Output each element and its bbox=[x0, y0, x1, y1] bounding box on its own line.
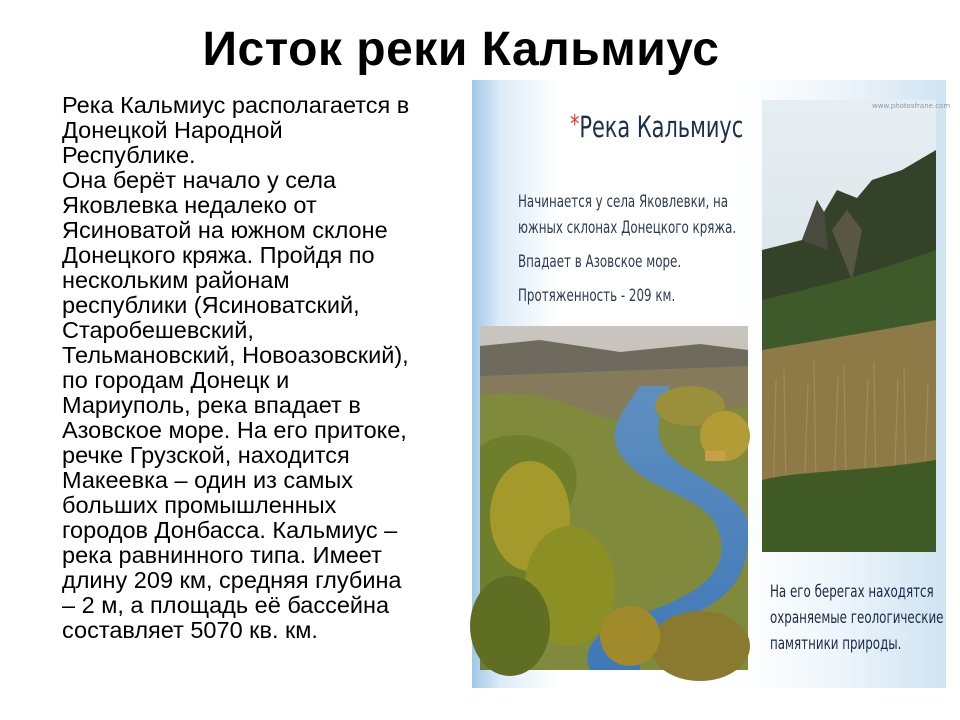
body-line: – 2 м, а площадь её бассейна bbox=[62, 592, 390, 618]
body-line: республики (Ясиноватский, bbox=[62, 292, 360, 318]
body-line: городов Донбасса. Кальмиус – bbox=[62, 517, 398, 543]
panel-title-text: Река Кальмиус bbox=[579, 110, 744, 144]
body-line: Она берёт начало у села bbox=[62, 167, 337, 193]
body-line: Донецкой Народной bbox=[62, 117, 283, 143]
river-valley-photo bbox=[480, 326, 748, 670]
body-line: Яковлевка недалеко от bbox=[62, 192, 317, 218]
body-line: больших промышленных bbox=[62, 492, 337, 518]
cliffs-photo bbox=[762, 100, 951, 552]
star-marker: * bbox=[570, 110, 580, 140]
body-line: Азовское море. На его притоке, bbox=[62, 417, 407, 443]
body-line: Мариуполь, река впадает в bbox=[62, 392, 361, 418]
body-line: Республике. bbox=[62, 142, 196, 168]
body-line: Тельмановский, Новоазовский), bbox=[62, 342, 409, 368]
photo-watermark: www.photosfrane.com bbox=[872, 102, 951, 110]
cliffs-image bbox=[762, 100, 936, 552]
panel-title bbox=[570, 110, 743, 144]
info-line: Протяженность - 209 км. bbox=[518, 286, 676, 305]
river-valley-image bbox=[480, 326, 748, 670]
body-line: Ясиноватой на южном склоне bbox=[62, 217, 388, 243]
note-line: охраняемые геологические bbox=[770, 608, 944, 627]
slide-title: Исток реки Кальмиус bbox=[202, 23, 720, 76]
body-line: нескольким районам bbox=[62, 267, 290, 293]
body-line: длину 209 км, средняя глубина bbox=[62, 567, 402, 593]
note-line: На его берегах находятся bbox=[770, 582, 934, 601]
body-line: по городам Донецк и bbox=[62, 367, 290, 393]
slide-body-text bbox=[62, 93, 462, 643]
river-info-panel bbox=[472, 80, 951, 688]
note-line: памятники природы. bbox=[770, 634, 902, 653]
body-line: Макеевка – один из самых bbox=[62, 467, 354, 493]
body-line: Донецкого кряжа. Пройдя по bbox=[62, 242, 375, 268]
body-line: Река Кальмиус располагается в bbox=[62, 92, 410, 118]
info-line: Начинается у села Яковлевки, на bbox=[518, 192, 729, 211]
info-line: Впадает в Азовское море. bbox=[518, 252, 682, 271]
body-line: река равнинного типа. Имеет bbox=[62, 542, 382, 568]
body-line: Старобешевский, bbox=[62, 317, 254, 343]
body-line: речке Грузской, находится bbox=[62, 442, 350, 468]
info-line: южных склонах Донецкого кряжа. bbox=[518, 218, 737, 237]
body-line: составляет 5070 кв. км. bbox=[62, 617, 318, 643]
